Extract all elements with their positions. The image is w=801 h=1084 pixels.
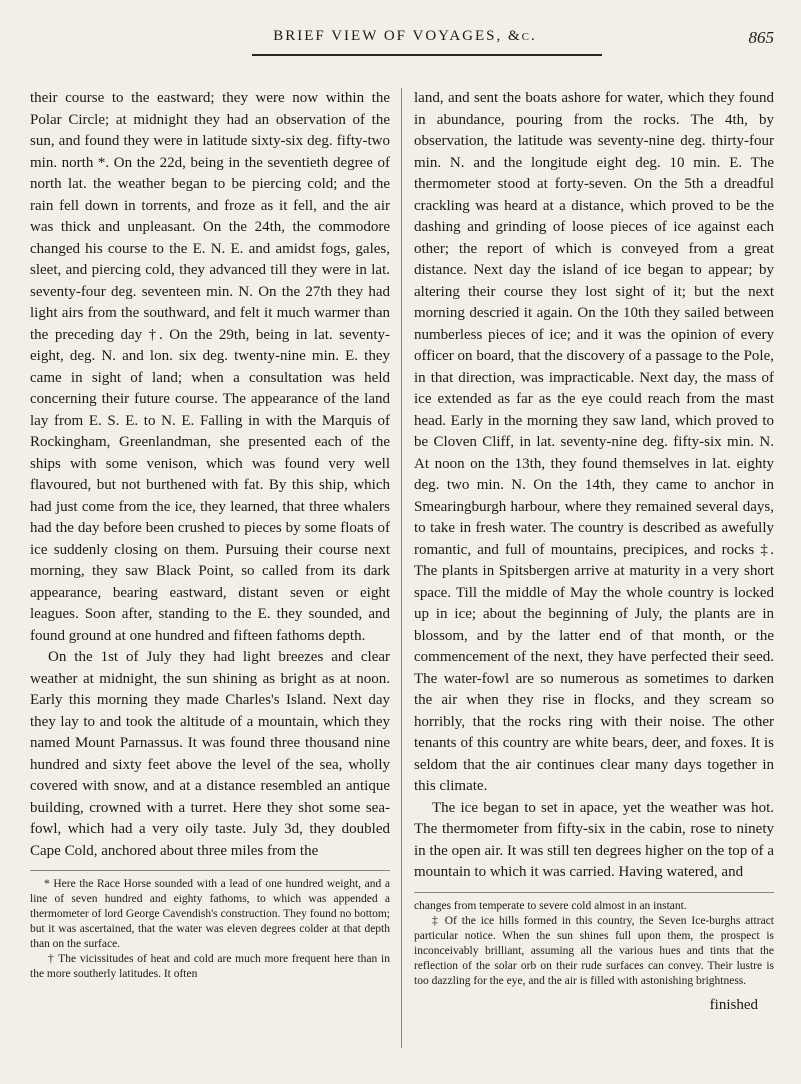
right-column — [414, 88, 774, 1016]
body-paragraph: their course to the eastward; they were now within the Polar Circle; at midnight they had an observation of the sun, and found they were in latitude sixty-six deg. fifty-two min. north *. On the 22d, being in the seventieth degree of north lat. the weather began to be piercing cold; and the rain fell down in torrents, and froze as it fell, and the air was thick and unpleasant. On the 24th, the commodore changed his course to the E. N. E. and amidst fogs, gales, sleet, and piercing cold, they advanced till they were in lat. seventy-four deg. seventeen min. N. On the 27th they had light airs from the southward, and felt it much warmer than the preceding day †. On the 29th, being in lat. seventy-eight, deg. N. and lon. six deg. twenty-nine min. E. they came in sight of land; when a consultation was held concerning their future course. The appearance of the land lay from E. S. E. to N. E. Falling in with the Marquis of Rockingham, Greenlandman, she presented each of the ships with some venison, which was found very well flavoured, but not burthened with fat. By this ship, which had just come from the ice, they learned, that three whalers had the day before been crushed to pieces by some floats of ice suddenly closing on them. Pursuing their course next morning, they saw Black Point, so called from its dark appearance, bearing eastward, distant seven or eight leagues. Soon after, standing to the E. they sounded, and found ground at one hundred and fifteen fathoms depth. — [30, 90, 390, 644]
running-title: BRIEF VIEW OF VOYAGES, &c. — [273, 28, 537, 44]
body-paragraph: land, and sent the boats ashore for water, which they found in abundance, pouring from the rocks. The 4th, by observation, the latitude was seventy-nine deg. thirty-four min. N. and the longitude eight deg. 10 min. E. The thermometer stood at forty-seven. On the 5th a dreadful crackling was heard at a distance, which proved to be the dashing and grinding of loose pieces of ice against each other; the report of which is conveyed from a great distance. Next day the island of ice began to appear; by altering their course they lost sight of it; but the next morning descried it again. On the 10th they sailed between numberless pieces of ice; and it was the opinion of every officer on board, that the discovery of a passage to the Pole, in that direction, was impracticable. Next day, the mass of ice extended as far as the eye could reach from the mast head. Early in the morning they saw land, which proved to be Cloven Cliff, in lat. seventy-nine deg. fifty-six min. N. At noon on the 13th, they found themselves in lat. eighty deg. two min. N. On the 14th, they came to anchor in Smearingburgh harbour, where they remained several days, to take in fresh water. The country is described as awefully romantic, and full of mountains, precipices, and rocks ‡. The plants in Spitsbergen arrive at maturity in a very short space. Till the middle of May the whole country is locked up in ice; about the beginning of July, the plants are in blossom, and by the latter end of that month, or the commencement of the next, they have perfected their seed. The water-fowl are so numerous as sometimes to darken the air when they rise in flocks, and they scream so horribly, that the rocks ring with their noise. The other tenants of this country are white bears, deer, and foxes. It is seldom that the air continues clear many days together in this climate. — [414, 90, 774, 794]
page-header — [30, 28, 780, 52]
header-rule — [252, 54, 602, 56]
footnotes — [414, 892, 774, 989]
left-column — [30, 88, 390, 982]
column-divider — [401, 88, 402, 1048]
footnote: * Here the Race Horse sounded with a lead of one hundred weight, and a line of seven hundred and eighty fathoms, to which was appended a thermometer of lord George Cavendish's construction. They found no bottom; but it was ascertained, that the water was eleven degrees colder at that depth than on the surface. — [30, 878, 390, 950]
catchword: finished — [709, 996, 758, 1013]
footnote: changes from temperate to severe cold almost in an instant. — [414, 899, 687, 912]
body-paragraph: On the 1st of July they had light breezes and clear weather at midnight, the sun shining as bright as at noon. Early this morning they made Charles's Island. Next day they lay to and took the altitude of a mountain, which they named Mount Parnassus. It was found three thousand nine hundred and sixty feet above the level of the sea, wholly covered with snow, and at a distance resembled an antique building, crowned with a turret. Here they shot some sea-fowl, which had a very oily taste. July 3d, they doubled Cape Cold, anchored about three miles from the — [30, 649, 390, 859]
body-paragraph: The ice began to set in apace, yet the weather was hot. The thermometer from fifty-six in the cabin, rose to ninety in the open air. It was still ten degrees higher on the top of a mountain to which it was carried. Having watered, and — [414, 799, 774, 880]
page-number: 865 — [748, 28, 774, 47]
footnotes — [30, 870, 390, 982]
footnote: ‡ Of the ice hills formed in this country, the Seven Ice-burghs attract particular notice. When the sun shines full upon them, the prospect is inconceivably brilliant, assuming all the various hues and tints that the reflection of the solar orb on their rude surfaces can convey. Their lustre is too dazzling for the eye, and the air is filled with astonishing brightness. — [414, 914, 774, 987]
footnote: † The vicissitudes of heat and cold are much more frequent here than in the more southerly latitudes. It often — [30, 953, 390, 980]
